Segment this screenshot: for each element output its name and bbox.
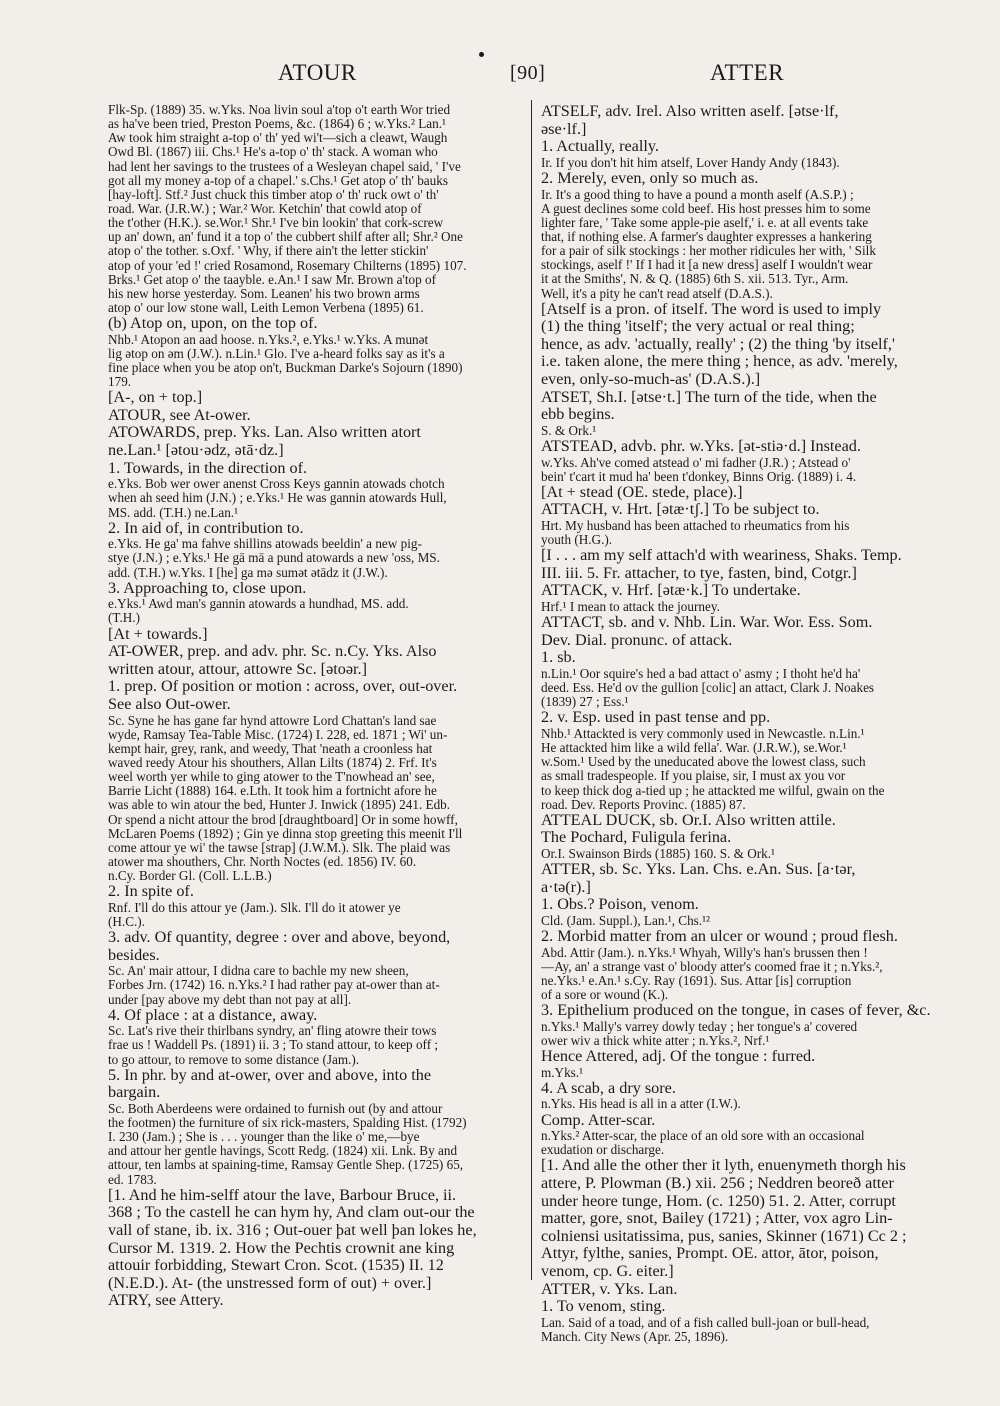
citation-line: that, if nothing else. A farmer's daughter expresses a hankering [541,229,872,244]
citation-line: had lent her savings to the trustees of a Wesleyan chapel said, ' I've [108,159,461,174]
definition-line: 3. Epithelium produced on the tongue, in cases of fever, &c. [541,1002,931,1020]
definition-line: See also Out-ower. [108,695,231,713]
citation-line: —Ay, an' a strange vast o' bloody atter's coomed frae it ; n.Yks.², [541,959,883,974]
citation-line: Lan. Said of a toad, and of a fish called bull-joan or bull-head, [541,1315,870,1330]
definition-line: 3. Approaching to, close upon. [108,579,307,597]
citation-line: Sc. Syne he has gane far hynd attowre Lord Chattan's land sae [108,713,437,728]
definition-line: 2. Merely, even, only so much as. [541,169,759,187]
citation-line: exudation or discharge. [541,1143,665,1158]
citation-line: when ah seed him (J.N.) ; e.Yks.¹ He was gannin atowards Hull, [108,491,447,506]
citation-line: youth (H.G.). [541,533,613,548]
definition-line: (N.E.D.). At- (the unstressed form of out) + over.] [108,1274,432,1292]
definition-line: ATSELF, adv. Irel. Also written aself. [ətse·lf, [541,103,839,120]
citation-line: atop o' our low stone wall, Leith Lemon Verbena (1895) 61. [108,300,424,315]
definition-line: ATOWARDS, prep. Yks. Lan. Also written atort [108,424,421,442]
definition-line: [A-, on + top.] [108,389,203,407]
citation-line: Nhb.¹ Attackted is very commonly used in Newcastle. n.Lin.¹ [541,727,865,741]
citation-line: atop of your 'ed !' cried Rosamond, Rosemary Chilterns (1895) 107. [108,258,467,273]
header-right-headword: ATTER [710,60,785,85]
definition-line: [1. And alle the other ther it lyth, enuenymeth thorgh his [541,1157,906,1175]
header-left-headword: ATOUR [278,60,357,85]
definition-line: ATOUR, see At-ower. [108,406,251,424]
citation-line: w.Yks. Ah've comed atstead o' mi fadher (J.R.) ; Atstead o' [541,455,851,470]
citation-line: (H.C.). [108,914,145,929]
definition-line: hence, as adv. 'actually, really' ; (2) the thing 'by itself,' [541,335,895,353]
definition-line: əse·lf.] [541,120,587,138]
citation-line: Flk-Sp. (1889) 35. w.Yks. Noa livin soul a'top o't earth Wor tried [108,103,451,117]
citation-line: (T.H.) [108,611,140,626]
citation-line: fine place when you be atop on't, Buckman Darke's Sojourn (1890) [108,360,463,375]
citation-line: n.Yks. His head is all in a atter (I.W.). [541,1097,741,1112]
citation-line: Aw took him straight a-top o' th' yed wi't—sich a cleawt, Waugh [108,131,448,146]
definition-line: 1. Actually, really. [541,138,659,156]
definition-line: ATTEAL DUCK, sb. Or.I. Also written attile. [541,811,836,829]
citation-line: e.Yks. He ga' ma fahve shillins atowads beeldin' a new pig- [108,537,422,552]
citation-line: add. (T.H.) w.Yks. I [he] ga mə sumət ətādz it (J.W.). [108,565,388,580]
citation-line: of a sore or wound (K.). [541,988,669,1003]
definition-line: a·tə(r).] [541,878,591,896]
definition-line: 2. Morbid matter from an ulcer or wound ; proud flesh. [541,928,898,946]
definition-line: 1. prep. Of position or motion : across, over, out-over. [108,678,458,696]
citation-line: road. Dev. Reports Provinc. (1885) 87. [541,797,746,812]
definition-line: The Pochard, Fuligula ferina. [541,829,732,847]
citation-line: n.Cy. Border Gl. (Coll. L.L.B.) [108,869,272,884]
citation-line: I. 230 (Jam.) ; She is . . . younger than the like o' me,—bye [108,1130,420,1145]
citation-line: A guest declines some cold beef. His host presses him to some [541,201,871,216]
citation-line: S. & Ork.¹ [541,423,597,438]
definition-line: besides. [108,946,160,964]
definition-line: [Atself is a pron. of itself. The word is used to imply [541,300,882,318]
definition-line: 4. A scab, a dry sore. [541,1079,676,1097]
definition-line: bargain. [108,1084,161,1102]
citation-line: and attour her gentle havings, Scott Redg. (1824) xii. Lnk. By and [108,1144,458,1159]
citation-line: Hrt. My husband has been attached to rheumatics from his [541,519,850,533]
citation-line: wyde, Ramsay Tea-Table Misc. (1724) I. 228, ed. 1871 ; Wi' un- [108,727,448,742]
left-column [108,103,523,1310]
definition-line: ne.Lan.¹ [ətou·ədz, ətā·dz.] [108,442,284,460]
citation-line: atower ma shouthers, Chr. North Noctes (ed. 1856) IV. 60. [108,854,417,869]
definition-line: colniensi usitatissima, pus, sanies, Skinner (1671) Cc 2 ; [541,1227,907,1245]
definition-line: ebb begins. [541,406,615,424]
citation-line: m.Yks.¹ [541,1065,584,1080]
citation-line: it at the Smiths', N. & Q. (1885) 6th S. xii. 513. Tyr., Arm. [541,272,849,287]
definition-line: 1. Obs.? Poison, venom. [541,896,699,914]
definition-line: Cursor M. 1319. 2. How the Pechtis crownit ane king [108,1239,455,1257]
citation-line: the t'other (H.K.). se.Wor.¹ Shr.¹ I've bin lookin' that cork-screw [108,216,444,231]
citation-line: Forbes Jrn. (1742) 16. n.Yks.² I had rather pay at-ower than at- [108,978,440,993]
definition-line: [At + stead (OE. stede, place).] [541,483,743,501]
citation-line: kempt hair, grey, rank, and weedy, That 'neath a croonless hat [108,741,433,756]
citation-line: Manch. City News (Apr. 25, 1896). [541,1329,729,1344]
definition-line: ATSTEAD, advb. phr. w.Yks. [ət-stiə·d.] Instead. [541,437,861,455]
definition-line: 1. sb. [541,649,576,667]
page-number: [90] [510,62,546,84]
definition-line: under heore tunge, Hom. (c. 1250) 51. 2. Atter, corrupt [541,1192,896,1210]
definition-line: [I . . . am my self attach'd with weariness, Shaks. Temp. [541,547,902,565]
citation-line: come attour ye wi' the tawse [strap] (J.W.M.). Slk. The plaid was [108,840,451,855]
citation-line: Brks.¹ Get atop o' the taayble. e.An.¹ I saw Mr. Brown a'top of [108,272,436,287]
citation-line: e.Yks. Bob wer ower anenst Cross Keys gannin atowads chotch [108,477,445,492]
definition-line: 4. Of place : at a distance, away. [108,1006,318,1024]
definition-line: written atour, attour, attowre Sc. [ətoər.] [108,660,367,678]
citation-line: Sc. An' mair attour, I didna care to bachle my new sheen, [108,964,409,979]
citation-line: to keep thick dog a-tied up ; he attackted me wilful, gwain on the [541,783,885,798]
definition-line: III. iii. 5. Fr. attacher, to tye, fasten, bind, Cotgr.] [541,564,857,582]
definition-line: venom, cp. G. eiter.] [541,1263,674,1281]
citation-line: 179. [108,375,132,390]
citation-line: weel worth yer while to ging atower to the T'nowhead an' see, [108,770,435,785]
citation-line: Hrf.¹ I mean to attack the journey. [541,600,720,615]
citation-line: McLaren Poems (1892) ; Gin ye dinna stop greeting this meenit I'll [108,826,463,841]
citation-line: Cld. (Jam. Suppl.), Lan.¹, Chs.¹² [541,913,711,928]
citation-line: ower wiv a thick white atter ; n.Yks.², Nrf.¹ [541,1033,770,1048]
citation-line: w.Som.¹ Used by the uneducated above the lowest class, such [541,755,866,770]
citation-line: Nhb.¹ Atopon an aad hoose. n.Yks.², e.Yks.¹ w.Yks. A munət [108,332,429,347]
citation-line: up an' down, an' fund it a top o' the cubbert shilf after all; Shr.² One [108,230,463,245]
definition-line: ATTACT, sb. and v. Nhb. Lin. War. Wor. Ess. Som. [541,614,873,632]
definition-line: ATSET, Sh.I. [ətse·t.] The turn of the tide, when the [541,388,877,406]
definition-line: 1. Towards, in the direction of. [108,459,308,477]
definition-line: AT-OWER, prep. and adv. phr. Sc. n.Cy. Yks. Also [108,643,437,661]
definition-line: ATTACK, v. Hrf. [ətæ·k.] To undertake. [541,582,801,600]
citation-line: atop o' the tother. s.Oxf. ' Why, if there ain't the letter stickin' [108,244,429,259]
citation-line: his new horse yesterday. Som. Leanen' his two brown arms [108,286,420,301]
citation-line: ne.Yks.¹ e.An.¹ s.Cy. Ray (1691). Sus. Attar [is] corruption [541,973,852,988]
citation-line: Well, it's a pity he can't read atself (D.A.S.). [541,286,773,301]
citation-line: frae us ! Waddell Ps. (1891) ii. 3 ; To stand attour, to keep off ; [108,1038,439,1053]
definition-line: Attyr, fylthe, sanies, Prompt. OE. attor, ātor, poison, [541,1245,879,1263]
citation-line: road. War. (J.R.W.) ; War.² Wor. Ketchin' that cowld atop of [108,201,422,216]
citation-line: Rnf. I'll do this attour ye (Jam.). Slk. I'll do it atower ye [108,900,401,915]
citation-line: attour, ten lambs at spaining-time, Ramsay Gentle Shep. (1725) 65, [108,1158,464,1173]
citation-line: Sc. Lat's rive their thirlbans syndry, an' fling atowre their tows [108,1024,437,1039]
citation-line: n.Yks.² Atter-scar, the place of an old sore with an occasional [541,1129,865,1144]
definition-line: 3. adv. Of quantity, degree : over and above, beyond, [108,929,451,947]
definition-line: ATTACH, v. Hrt. [ətæ·tʃ.] To be subject to. [541,501,820,519]
citation-line: Or spend a nicht attour the brod [draughtboard] Or in some howff, [108,812,458,827]
definition-line: matter, gore, snot, Bailey (1721) ; Atter, vox agro Lin- [541,1210,893,1228]
definition-line: Comp. Atter-scar. [541,1111,656,1129]
definition-line: (b) Atop on, upon, on the top of. [108,315,318,333]
definition-line: 368 ; To the castell he can hym hy, And clam out-our the [108,1204,475,1222]
definition-line: ATTER, sb. Sc. Yks. Lan. Chs. e.An. Sus. [a·tər, [541,861,856,879]
citation-line: under [pay above my debt than not pay at all]. [108,992,352,1007]
definition-line: Hence Attered, adj. Of the tongue : furred. [541,1048,816,1066]
right-column [541,103,967,1344]
definition-line: 2. v. Esp. used in past tense and pp. [541,709,771,727]
citation-line: to go attour, to remove to some distance (Jam.). [108,1052,360,1067]
citation-line: Abd. Attir (Jam.). n.Yks.¹ Whyah, Willy's han's brussen then ! [541,945,868,960]
definition-line: [At + towards.] [108,625,208,643]
definition-line: [1. And he him-selff atour the lave, Barbour Bruce, ii. [108,1186,457,1204]
citation-line: stye (J.N.) ; e.Yks.¹ He gā mā a pund atowards a new 'oss, MS. [108,551,440,566]
citation-line: bein' t'cart it mud ha' been t'donkey, Binns Orig. (1889) i. 4. [541,469,857,484]
citation-line: Ir. It's a good thing to have a pound a month aself (A.S.P.) ; [541,187,854,202]
citation-line: He attackted him like a wild fella'. War. (J.R.W.), se.Wor.¹ [541,741,847,756]
citation-line: as small tradespeople. If you plaise, sir, I must ax you vor [541,769,846,784]
citation-line: as ha've been tried, Preston Poems, &c. (1864) 6 ; w.Yks.² Lan.¹ [108,117,446,132]
definition-line: i.e. taken alone, the mere thing ; hence, as adv. 'merely, [541,353,898,371]
citation-line: Owd Bl. (1867) iii. Chs.¹ He's a-top o' th' stack. A woman who [108,145,438,160]
definition-line: 2. In spite of. [108,883,194,901]
citation-line: Barrie Licht (1888) 164. e.Lth. It took him a fortnicht afore he [108,784,437,799]
citation-line: Or.I. Swainson Birds (1885) 160. S. & Ork.¹ [541,847,776,862]
citation-line: stockings, aself !' If I had it [a new dress] aself I wouldn't wear [541,258,873,273]
definition-line: Dev. Dial. pronunc. of attack. [541,631,733,649]
definition-line: ATRY, see Attery. [108,1292,224,1310]
definition-line: vall of stane, ib. ix. 316 ; Out-ouer þat well þan lokes he, [108,1221,477,1239]
citation-line: Ir. If you don't hit him atself, Lover Handy Andy (1843). [541,155,840,170]
citation-line: n.Yks.¹ Mally's varrey dowly teday ; her tongue's a' covered [541,1019,858,1034]
citation-line: (1839) 27 ; Ess.¹ [541,695,629,710]
definition-line: attouir forbidding, Stewart Cron. Scot. (1535) II. 12 [108,1257,444,1275]
citation-line: [hay-loft]. Stf.² Just chuck this timber atop o' th' ruck owt o' th' [108,187,439,202]
citation-line: Sc. Both Aberdeens were ordained to furnish out (by and attour [108,1101,443,1116]
citation-line: for a pair of silk stockings : her mother ridicules her with, ' Silk [541,244,876,259]
definition-line: ATTER, v. Yks. Lan. [541,1280,678,1298]
citation-line: lighter fare, ' Take some apple-pie aself,' i. e. at all events take [541,215,869,230]
citation-line: got all my money a-top of a chapel.' s.Chs.¹ Get atop o' th' bauks [108,173,448,188]
definition-line: attere, P. Plowman (B.) xii. 256 ; Neddren beoreð atter [541,1175,894,1193]
column-divider [531,100,532,1280]
citation-line: waved reedy Atour his shouthers, Allan Lilts (1874) 2. Frf. It's [108,755,437,770]
citation-line: n.Lin.¹ Oor squire's hed a bad attact o' asmy ; I thoht he'd ha' [541,666,861,681]
citation-line: deed. Ess. He'd ov the gullion [colic] an attact, Clark J. Noakes [541,681,875,696]
citation-line: lig ətop on əm (J.W.). n.Lin.¹ Glo. I've a-heard folks say as it's a [108,346,445,361]
citation-line: e.Yks.¹ Awd man's gannin atowards a hundhad, MS. add. [108,597,409,612]
citation-line: the footmen) the furniture of six rick-masters, Spalding Hist. (1792) [108,1116,467,1131]
citation-line: was able to win atour the bed, Hunter J. Inwick (1895) 241. Edb. [108,798,451,813]
definition-line: even, only-so-much-as' (D.A.S.).] [541,371,761,389]
definition-line: 5. In phr. by and at-ower, over and above, into the [108,1066,432,1084]
definition-line: 1. To venom, sting. [541,1298,666,1316]
definition-line: (1) the thing 'itself'; the very actual or real thing; [541,318,855,336]
citation-line: ed. 1783. [108,1172,157,1187]
definition-line: 2. In aid of, in contribution to. [108,519,304,537]
print-mark [479,52,484,57]
citation-line: MS. add. (T.H.) ne.Lan.¹ [108,505,239,520]
